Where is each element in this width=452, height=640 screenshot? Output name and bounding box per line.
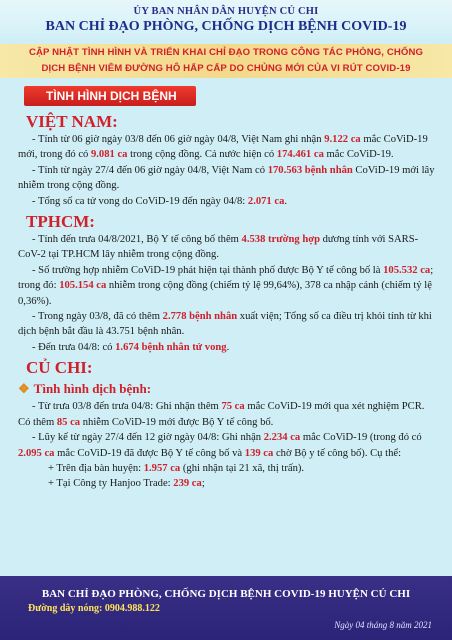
vietnam-heading: VIỆT NAM: (26, 112, 118, 131)
cuchi-bullet-district: + Trên địa bàn huyện: 1.957 ca (ghi nhận tại 21 xã, thị trấn). (48, 462, 305, 474)
hotline: Đường dây nóng: 0904.988.122 (28, 603, 160, 614)
issue-date: Ngày 04 tháng 8 năm 2021 (334, 620, 432, 630)
headline-line-2: DỊCH BỆNH VIÊM ĐƯỜNG HÔ HẤP CẤP DO CHỦNG MỚI CỦA VI RÚT COVID-19 (41, 63, 411, 74)
vietnam-paragraph-3: - Tổng số ca tử vong do CoViD-19 đến ngày 04/8: 2.071 ca. (32, 195, 288, 207)
vietnam-paragraph-2: - Tính từ ngày 27/4 đến 06 giờ ngày 04/8, Việt Nam có 170.563 bệnh nhân CoViD-19 mới lây nhiễm trong cộng đồng. (18, 164, 435, 192)
headline-line-1: CẬP NHẬT TÌNH HÌNH VÀ TRIỂN KHAI CHỈ ĐẠO TRONG CÔNG TÁC PHÒNG, CHỐNG (28, 47, 424, 58)
cuchi-bullet-company: + Tại Công ty Hanjoo Trade: 239 ca; (48, 478, 205, 490)
hcm-heading: TPHCM: (26, 212, 95, 232)
headline-banner (0, 44, 452, 78)
cuchi-heading: CỦ CHI: (26, 358, 93, 378)
vietnam-paragraph-1: - Tính từ 06 giờ ngày 03/8 đến 06 giờ ngày 04/8, Việt Nam ghi nhận 9.122 ca mắc CoViD-19 mới, trong đó có 9.081 ca trong cộng đồng. Cả nước hiện có 174.461 ca mắc CoViD-19. (18, 134, 428, 161)
footer-title: BAN CHỈ ĐẠO PHÒNG, CHỐNG DỊCH BỆNH COVID-19 HUYỆN CỦ CHI (41, 588, 411, 600)
content (18, 112, 438, 492)
cuchi-paragraph-2: - Lũy kế từ ngày 27/4 đến 12 giờ ngày 04/8: Ghi nhận 2.234 ca mắc CoViD-19 (trong đó có 2.095 ca mắc CoViD-19 đã được Bộ Y tế công bố và 139 ca chờ Bộ y tế công bố). Cụ thể: (18, 432, 422, 459)
cuchi-subheading: ❖ Tình hình dịch bệnh: (18, 381, 152, 397)
diamond-bullet-icon: ❖ (18, 381, 30, 397)
hcm-paragraph-3: - Trong ngày 03/8, đã có thêm 2.778 bệnh nhân xuất viện; Tổng số ca điều trị khỏi tính từ khi dịch bệnh bắt đầu là 43.751 bệnh nhân. (18, 311, 432, 338)
board-name: BAN CHỈ ĐẠO PHÒNG, CHỐNG DỊCH BỆNH COVID-19 (45, 19, 407, 34)
hcm-paragraph-1: - Tính đến trưa 04/8/2021, Bộ Y tế công bố thêm 4.538 trường hợp dương tính với SARS-CoV-2 tại TP.HCM lây nhiễm trong cộng đồng. (18, 234, 419, 261)
hcm-paragraph-2: - Số trường hợp nhiễm CoViD-19 phát hiện tại thành phố được Bộ Y tế công bố là 105.532 ca; trong đó: 105.154 ca nhiễm trong cộng đồng (chiếm tỷ lệ 99,64%), 378 ca nhập cảnh (chiếm tỷ lệ 0,36%). (18, 264, 434, 307)
hcm-paragraph-4: - Đến trưa 04/8: có 1.674 bệnh nhân tử vong. (32, 341, 230, 353)
organization-name: ỦY BAN NHÂN DÂN HUYỆN CỦ CHI (133, 6, 319, 17)
section-tab (24, 86, 196, 106)
cuchi-paragraph-1: - Từ trưa 03/8 đến trưa 04/8: Ghi nhận thêm 75 ca mắc CoViD-19 mới qua xét nghiệm PCR. Có thêm 85 ca nhiễm CoViD-19 mới được Bộ Y tế công bố. (18, 401, 425, 428)
section-tab-label: TÌNH HÌNH DỊCH BỆNH (46, 89, 177, 103)
